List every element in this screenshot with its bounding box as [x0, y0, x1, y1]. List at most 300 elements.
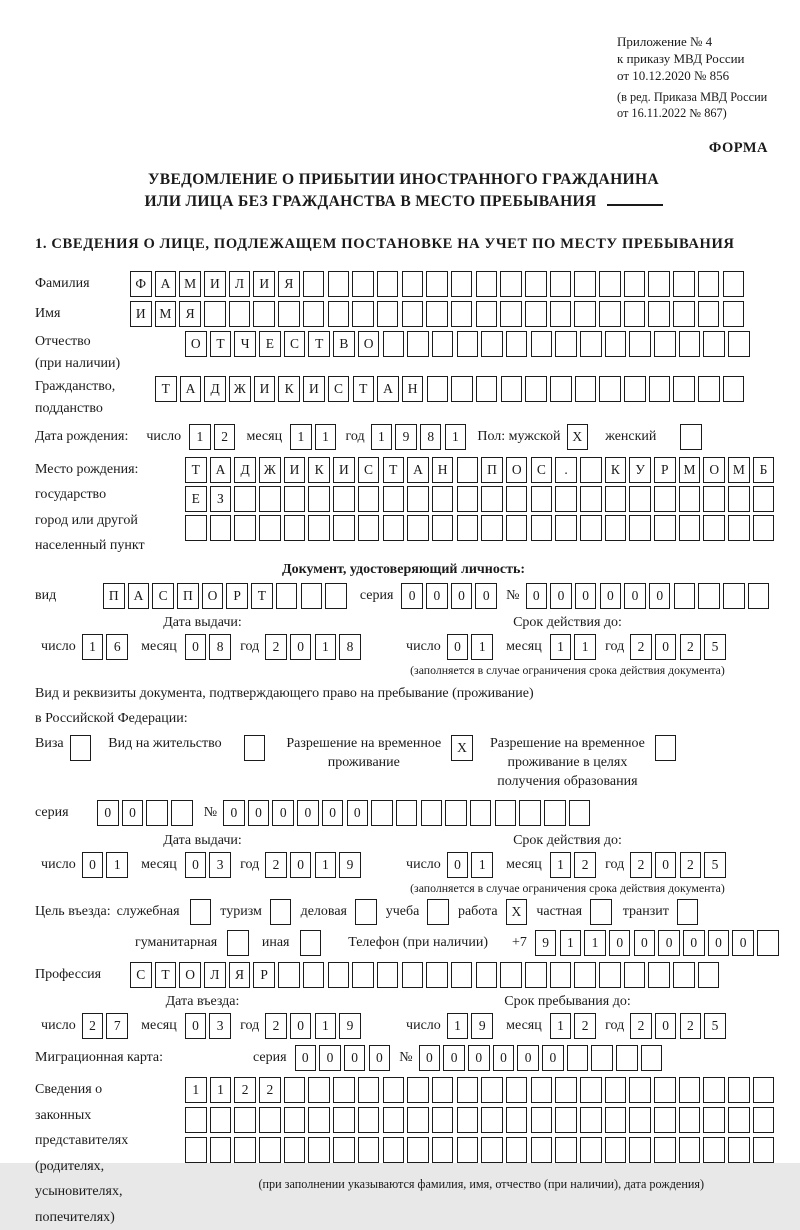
- char-cell[interactable]: [703, 515, 725, 541]
- char-cell[interactable]: 7: [106, 1013, 128, 1039]
- char-cell[interactable]: 1: [584, 930, 606, 956]
- char-cell[interactable]: [204, 301, 226, 327]
- char-cell[interactable]: 0: [185, 852, 207, 878]
- char-cell[interactable]: [432, 1137, 454, 1163]
- char-cell[interactable]: Л: [204, 962, 226, 988]
- char-cell[interactable]: 0: [517, 1045, 539, 1071]
- char-cell[interactable]: П: [177, 583, 199, 609]
- char-cell[interactable]: О: [202, 583, 224, 609]
- char-cell[interactable]: О: [358, 331, 380, 357]
- char-cell[interactable]: В: [333, 331, 355, 357]
- char-cell[interactable]: [703, 331, 725, 357]
- char-cell[interactable]: [728, 515, 750, 541]
- char-cell[interactable]: [519, 800, 541, 826]
- char-cell[interactable]: О: [703, 457, 725, 483]
- char-cell[interactable]: Р: [654, 457, 676, 483]
- char-cell[interactable]: [728, 1077, 750, 1103]
- char-cell[interactable]: 2: [265, 634, 287, 660]
- char-cell[interactable]: [396, 800, 418, 826]
- char-cell[interactable]: 0: [322, 800, 344, 826]
- char-cell[interactable]: 0: [82, 852, 104, 878]
- char-cell[interactable]: [605, 1107, 627, 1133]
- char-cell[interactable]: М: [155, 301, 177, 327]
- char-cell[interactable]: [629, 1137, 651, 1163]
- char-cell[interactable]: [679, 486, 701, 512]
- char-cell[interactable]: Е: [259, 331, 281, 357]
- char-cell[interactable]: [451, 301, 473, 327]
- char-cell[interactable]: [358, 486, 380, 512]
- purpose-humanitarian-checkbox[interactable]: [227, 930, 249, 956]
- char-cell[interactable]: [728, 1137, 750, 1163]
- char-cell[interactable]: 0: [223, 800, 245, 826]
- char-cell[interactable]: [495, 800, 517, 826]
- char-cell[interactable]: 1: [315, 1013, 337, 1039]
- char-cell[interactable]: 2: [630, 634, 652, 660]
- char-cell[interactable]: 0: [493, 1045, 515, 1071]
- char-cell[interactable]: [624, 301, 646, 327]
- char-cell[interactable]: А: [155, 271, 177, 297]
- char-cell[interactable]: [757, 930, 779, 956]
- char-cell[interactable]: [501, 376, 523, 402]
- char-cell[interactable]: [531, 1137, 553, 1163]
- char-cell[interactable]: [308, 1107, 330, 1133]
- char-cell[interactable]: [308, 1137, 330, 1163]
- char-cell[interactable]: 0: [290, 1013, 312, 1039]
- char-cell[interactable]: [753, 486, 775, 512]
- char-cell[interactable]: [569, 800, 591, 826]
- char-cell[interactable]: 9: [395, 424, 417, 450]
- char-cell[interactable]: [654, 331, 676, 357]
- char-cell[interactable]: 3: [209, 1013, 231, 1039]
- char-cell[interactable]: [383, 1107, 405, 1133]
- char-cell[interactable]: А: [180, 376, 202, 402]
- char-cell[interactable]: С: [358, 457, 380, 483]
- char-cell[interactable]: О: [179, 962, 201, 988]
- char-cell[interactable]: 0: [475, 583, 497, 609]
- char-cell[interactable]: [679, 1107, 701, 1133]
- char-cell[interactable]: О: [185, 331, 207, 357]
- char-cell[interactable]: [328, 301, 350, 327]
- char-cell[interactable]: 1: [315, 852, 337, 878]
- char-cell[interactable]: Т: [155, 376, 177, 402]
- char-cell[interactable]: С: [284, 331, 306, 357]
- char-cell[interactable]: [426, 962, 448, 988]
- char-cell[interactable]: 0: [468, 1045, 490, 1071]
- temp-residence-edu-checkbox[interactable]: [655, 735, 677, 761]
- char-cell[interactable]: 0: [319, 1045, 341, 1071]
- char-cell[interactable]: [328, 962, 350, 988]
- char-cell[interactable]: [698, 962, 720, 988]
- purpose-transit-checkbox[interactable]: [677, 899, 699, 925]
- char-cell[interactable]: [591, 1045, 613, 1071]
- char-cell[interactable]: [525, 301, 547, 327]
- char-cell[interactable]: [703, 1107, 725, 1133]
- char-cell[interactable]: 1: [550, 1013, 572, 1039]
- char-cell[interactable]: [723, 301, 745, 327]
- char-cell[interactable]: 0: [443, 1045, 465, 1071]
- char-cell[interactable]: [234, 1137, 256, 1163]
- char-cell[interactable]: [654, 1107, 676, 1133]
- char-cell[interactable]: [500, 271, 522, 297]
- char-cell[interactable]: К: [308, 457, 330, 483]
- char-cell[interactable]: [580, 457, 602, 483]
- char-cell[interactable]: [550, 962, 572, 988]
- char-cell[interactable]: [506, 331, 528, 357]
- char-cell[interactable]: 0: [419, 1045, 441, 1071]
- char-cell[interactable]: И: [333, 457, 355, 483]
- char-cell[interactable]: [580, 486, 602, 512]
- char-cell[interactable]: [185, 1137, 207, 1163]
- char-cell[interactable]: [432, 1107, 454, 1133]
- char-cell[interactable]: [432, 1077, 454, 1103]
- char-cell[interactable]: [753, 1137, 775, 1163]
- char-cell[interactable]: [629, 1107, 651, 1133]
- char-cell[interactable]: [377, 271, 399, 297]
- char-cell[interactable]: [654, 1137, 676, 1163]
- char-cell[interactable]: Ф: [130, 271, 152, 297]
- char-cell[interactable]: Т: [353, 376, 375, 402]
- char-cell[interactable]: [624, 271, 646, 297]
- char-cell[interactable]: [567, 1045, 589, 1071]
- char-cell[interactable]: [555, 486, 577, 512]
- char-cell[interactable]: Л: [229, 271, 251, 297]
- char-cell[interactable]: [641, 1045, 663, 1071]
- char-cell[interactable]: 2: [265, 852, 287, 878]
- char-cell[interactable]: П: [481, 457, 503, 483]
- char-cell[interactable]: 1: [185, 1077, 207, 1103]
- purpose-business-checkbox[interactable]: [355, 899, 377, 925]
- char-cell[interactable]: [476, 962, 498, 988]
- char-cell[interactable]: [481, 331, 503, 357]
- char-cell[interactable]: 0: [550, 583, 572, 609]
- char-cell[interactable]: [234, 515, 256, 541]
- char-cell[interactable]: Т: [383, 457, 405, 483]
- char-cell[interactable]: [748, 583, 770, 609]
- char-cell[interactable]: [580, 1107, 602, 1133]
- char-cell[interactable]: [648, 301, 670, 327]
- char-cell[interactable]: [457, 331, 479, 357]
- char-cell[interactable]: [358, 1077, 380, 1103]
- char-cell[interactable]: 0: [451, 583, 473, 609]
- char-cell[interactable]: [451, 376, 473, 402]
- char-cell[interactable]: [550, 271, 572, 297]
- char-cell[interactable]: 5: [704, 852, 726, 878]
- char-cell[interactable]: [679, 1077, 701, 1103]
- char-cell[interactable]: [629, 1077, 651, 1103]
- char-cell[interactable]: [531, 1077, 553, 1103]
- char-cell[interactable]: [648, 271, 670, 297]
- char-cell[interactable]: [555, 1137, 577, 1163]
- char-cell[interactable]: [358, 1137, 380, 1163]
- char-cell[interactable]: [284, 486, 306, 512]
- char-cell[interactable]: И: [303, 376, 325, 402]
- char-cell[interactable]: [481, 1077, 503, 1103]
- char-cell[interactable]: 2: [214, 424, 236, 450]
- char-cell[interactable]: [407, 486, 429, 512]
- char-cell[interactable]: 5: [704, 634, 726, 660]
- sex-male-checkbox[interactable]: X: [567, 424, 589, 450]
- char-cell[interactable]: 0: [297, 800, 319, 826]
- char-cell[interactable]: Т: [155, 962, 177, 988]
- char-cell[interactable]: 0: [526, 583, 548, 609]
- char-cell[interactable]: [284, 1107, 306, 1133]
- char-cell[interactable]: А: [407, 457, 429, 483]
- char-cell[interactable]: [301, 583, 323, 609]
- char-cell[interactable]: [753, 515, 775, 541]
- char-cell[interactable]: 9: [339, 1013, 361, 1039]
- char-cell[interactable]: [259, 486, 281, 512]
- char-cell[interactable]: [481, 1137, 503, 1163]
- char-cell[interactable]: 0: [609, 930, 631, 956]
- char-cell[interactable]: [476, 376, 498, 402]
- char-cell[interactable]: Д: [234, 457, 256, 483]
- char-cell[interactable]: 0: [658, 930, 680, 956]
- char-cell[interactable]: Н: [432, 457, 454, 483]
- char-cell[interactable]: [605, 1077, 627, 1103]
- char-cell[interactable]: И: [204, 271, 226, 297]
- char-cell[interactable]: Ж: [259, 457, 281, 483]
- char-cell[interactable]: [432, 331, 454, 357]
- char-cell[interactable]: .: [555, 457, 577, 483]
- char-cell[interactable]: 9: [339, 852, 361, 878]
- char-cell[interactable]: [407, 1137, 429, 1163]
- char-cell[interactable]: 1: [315, 634, 337, 660]
- char-cell[interactable]: 0: [344, 1045, 366, 1071]
- purpose-work-checkbox[interactable]: X: [506, 899, 528, 925]
- char-cell[interactable]: 2: [630, 1013, 652, 1039]
- char-cell[interactable]: [544, 800, 566, 826]
- char-cell[interactable]: Н: [402, 376, 424, 402]
- char-cell[interactable]: [402, 962, 424, 988]
- char-cell[interactable]: К: [605, 457, 627, 483]
- char-cell[interactable]: [580, 515, 602, 541]
- char-cell[interactable]: О: [506, 457, 528, 483]
- char-cell[interactable]: 1: [290, 424, 312, 450]
- char-cell[interactable]: 1: [550, 852, 572, 878]
- char-cell[interactable]: [421, 800, 443, 826]
- char-cell[interactable]: К: [278, 376, 300, 402]
- char-cell[interactable]: Е: [185, 486, 207, 512]
- char-cell[interactable]: 1: [189, 424, 211, 450]
- char-cell[interactable]: Ж: [229, 376, 251, 402]
- char-cell[interactable]: [284, 1077, 306, 1103]
- char-cell[interactable]: [377, 301, 399, 327]
- char-cell[interactable]: А: [377, 376, 399, 402]
- char-cell[interactable]: [673, 301, 695, 327]
- char-cell[interactable]: [506, 1077, 528, 1103]
- char-cell[interactable]: [171, 800, 193, 826]
- char-cell[interactable]: С: [328, 376, 350, 402]
- char-cell[interactable]: [333, 1137, 355, 1163]
- char-cell[interactable]: 0: [447, 634, 469, 660]
- char-cell[interactable]: [284, 515, 306, 541]
- char-cell[interactable]: [352, 962, 374, 988]
- char-cell[interactable]: [259, 515, 281, 541]
- char-cell[interactable]: [723, 271, 745, 297]
- char-cell[interactable]: 5: [704, 1013, 726, 1039]
- char-cell[interactable]: [383, 1137, 405, 1163]
- char-cell[interactable]: [451, 962, 473, 988]
- residence-permit-checkbox[interactable]: [244, 735, 266, 761]
- char-cell[interactable]: [407, 515, 429, 541]
- char-cell[interactable]: 1: [371, 424, 393, 450]
- char-cell[interactable]: [210, 1107, 232, 1133]
- char-cell[interactable]: 0: [655, 634, 677, 660]
- char-cell[interactable]: А: [128, 583, 150, 609]
- char-cell[interactable]: [654, 515, 676, 541]
- char-cell[interactable]: 2: [265, 1013, 287, 1039]
- char-cell[interactable]: И: [253, 271, 275, 297]
- char-cell[interactable]: [605, 1137, 627, 1163]
- char-cell[interactable]: 0: [97, 800, 119, 826]
- char-cell[interactable]: Т: [210, 331, 232, 357]
- char-cell[interactable]: 8: [209, 634, 231, 660]
- char-cell[interactable]: 2: [574, 1013, 596, 1039]
- char-cell[interactable]: М: [679, 457, 701, 483]
- char-cell[interactable]: [525, 376, 547, 402]
- char-cell[interactable]: [698, 583, 720, 609]
- purpose-study-checkbox[interactable]: [427, 899, 449, 925]
- char-cell[interactable]: [432, 486, 454, 512]
- char-cell[interactable]: [253, 301, 275, 327]
- char-cell[interactable]: [698, 271, 720, 297]
- char-cell[interactable]: [358, 515, 380, 541]
- char-cell[interactable]: С: [531, 457, 553, 483]
- char-cell[interactable]: [723, 376, 745, 402]
- char-cell[interactable]: [407, 331, 429, 357]
- char-cell[interactable]: [457, 1077, 479, 1103]
- char-cell[interactable]: [481, 515, 503, 541]
- char-cell[interactable]: 0: [634, 930, 656, 956]
- char-cell[interactable]: 1: [82, 634, 104, 660]
- char-cell[interactable]: [531, 331, 553, 357]
- char-cell[interactable]: [481, 486, 503, 512]
- char-cell[interactable]: [383, 515, 405, 541]
- char-cell[interactable]: 0: [732, 930, 754, 956]
- char-cell[interactable]: [531, 1107, 553, 1133]
- char-cell[interactable]: [703, 1137, 725, 1163]
- char-cell[interactable]: [703, 486, 725, 512]
- char-cell[interactable]: 0: [369, 1045, 391, 1071]
- char-cell[interactable]: [550, 376, 572, 402]
- char-cell[interactable]: [550, 301, 572, 327]
- char-cell[interactable]: [679, 515, 701, 541]
- char-cell[interactable]: [407, 1077, 429, 1103]
- char-cell[interactable]: Б: [753, 457, 775, 483]
- char-cell[interactable]: 1: [574, 634, 596, 660]
- char-cell[interactable]: 0: [248, 800, 270, 826]
- char-cell[interactable]: 1: [106, 852, 128, 878]
- char-cell[interactable]: 0: [708, 930, 730, 956]
- char-cell[interactable]: М: [728, 457, 750, 483]
- char-cell[interactable]: [753, 1077, 775, 1103]
- char-cell[interactable]: [574, 301, 596, 327]
- char-cell[interactable]: [654, 486, 676, 512]
- char-cell[interactable]: [506, 486, 528, 512]
- char-cell[interactable]: [574, 962, 596, 988]
- char-cell[interactable]: 1: [315, 424, 337, 450]
- char-cell[interactable]: [580, 1077, 602, 1103]
- char-cell[interactable]: 0: [122, 800, 144, 826]
- char-cell[interactable]: С: [152, 583, 174, 609]
- char-cell[interactable]: 0: [624, 583, 646, 609]
- visa-checkbox[interactable]: [70, 735, 92, 761]
- char-cell[interactable]: 2: [82, 1013, 104, 1039]
- char-cell[interactable]: И: [254, 376, 276, 402]
- char-cell[interactable]: 0: [290, 634, 312, 660]
- char-cell[interactable]: [383, 331, 405, 357]
- char-cell[interactable]: [506, 515, 528, 541]
- char-cell[interactable]: [328, 271, 350, 297]
- char-cell[interactable]: [555, 331, 577, 357]
- char-cell[interactable]: [476, 301, 498, 327]
- char-cell[interactable]: [753, 1107, 775, 1133]
- char-cell[interactable]: [210, 515, 232, 541]
- char-cell[interactable]: [333, 515, 355, 541]
- char-cell[interactable]: [580, 331, 602, 357]
- char-cell[interactable]: [555, 1077, 577, 1103]
- char-cell[interactable]: 1: [210, 1077, 232, 1103]
- char-cell[interactable]: 0: [447, 852, 469, 878]
- char-cell[interactable]: 2: [680, 852, 702, 878]
- char-cell[interactable]: С: [130, 962, 152, 988]
- char-cell[interactable]: [352, 271, 374, 297]
- char-cell[interactable]: [555, 1107, 577, 1133]
- char-cell[interactable]: [605, 515, 627, 541]
- purpose-private-checkbox[interactable]: [590, 899, 612, 925]
- char-cell[interactable]: [229, 301, 251, 327]
- char-cell[interactable]: [506, 1107, 528, 1133]
- char-cell[interactable]: Ч: [234, 331, 256, 357]
- purpose-other-checkbox[interactable]: [300, 930, 322, 956]
- temp-residence-checkbox[interactable]: X: [451, 735, 473, 761]
- char-cell[interactable]: [605, 486, 627, 512]
- char-cell[interactable]: [531, 486, 553, 512]
- char-cell[interactable]: [303, 962, 325, 988]
- char-cell[interactable]: [278, 301, 300, 327]
- char-cell[interactable]: 2: [574, 852, 596, 878]
- char-cell[interactable]: [308, 1077, 330, 1103]
- char-cell[interactable]: Д: [204, 376, 226, 402]
- char-cell[interactable]: 0: [185, 634, 207, 660]
- char-cell[interactable]: [445, 800, 467, 826]
- char-cell[interactable]: [325, 583, 347, 609]
- char-cell[interactable]: [599, 962, 621, 988]
- char-cell[interactable]: [649, 376, 671, 402]
- char-cell[interactable]: [679, 331, 701, 357]
- purpose-official-checkbox[interactable]: [190, 899, 212, 925]
- char-cell[interactable]: 0: [185, 1013, 207, 1039]
- char-cell[interactable]: 6: [106, 634, 128, 660]
- char-cell[interactable]: [383, 1077, 405, 1103]
- char-cell[interactable]: [624, 376, 646, 402]
- char-cell[interactable]: П: [103, 583, 125, 609]
- char-cell[interactable]: 0: [655, 852, 677, 878]
- char-cell[interactable]: 1: [471, 852, 493, 878]
- char-cell[interactable]: 0: [426, 583, 448, 609]
- char-cell[interactable]: 2: [680, 1013, 702, 1039]
- char-cell[interactable]: [703, 1077, 725, 1103]
- char-cell[interactable]: [698, 301, 720, 327]
- char-cell[interactable]: 2: [680, 634, 702, 660]
- char-cell[interactable]: [457, 486, 479, 512]
- char-cell[interactable]: 2: [630, 852, 652, 878]
- char-cell[interactable]: Я: [278, 271, 300, 297]
- char-cell[interactable]: [629, 486, 651, 512]
- char-cell[interactable]: [407, 1107, 429, 1133]
- char-cell[interactable]: [500, 301, 522, 327]
- char-cell[interactable]: [654, 1077, 676, 1103]
